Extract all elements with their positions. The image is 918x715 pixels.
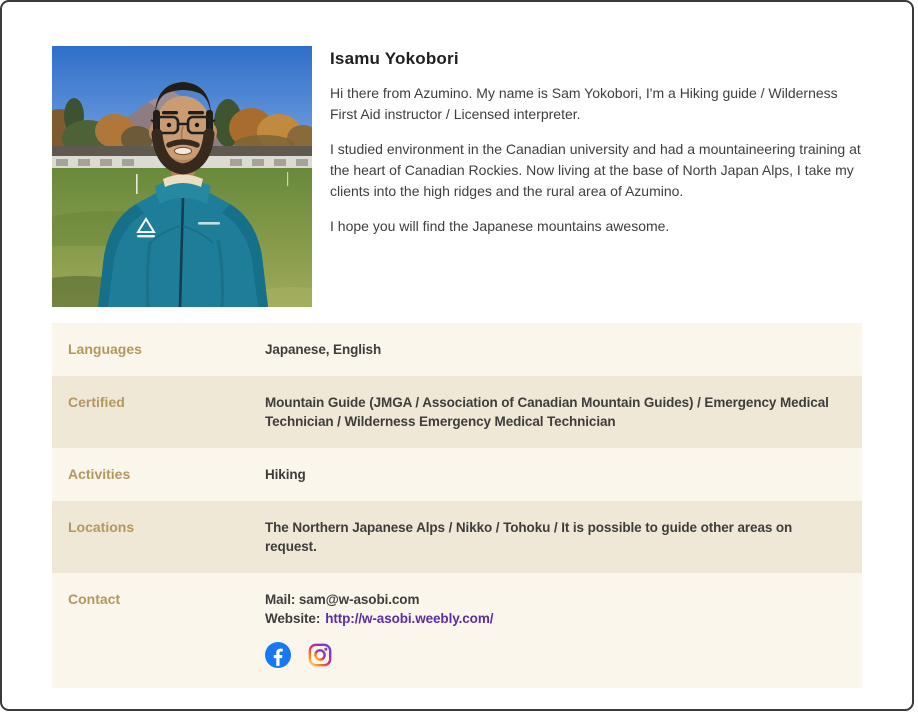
- bio-paragraph-1: Hi there from Azumino. My name is Sam Yokobori, I'm a Hiking guide / Wilderness First Aid instructor / Licensed interpreter.: [330, 85, 838, 122]
- social-links: [265, 642, 842, 668]
- bio-paragraph-2: I studied environment in the Canadian university and had a mountaineering training at the heart of Canadian Rockies. Now living at the base of North Japan Alps, I take my clients into the high ridges and the rural area of Azumino.: [330, 141, 861, 199]
- website-link[interactable]: http://w-asobi.weebly.com/: [325, 611, 494, 626]
- facebook-button[interactable]: [265, 642, 291, 668]
- row-label-languages: Languages: [68, 341, 142, 357]
- row-value-languages: Japanese, English: [265, 342, 382, 357]
- facebook-icon: [265, 642, 291, 668]
- table-row-contact: [52, 573, 862, 688]
- row-label-certified: Certified: [68, 394, 125, 410]
- table-row-certified: [52, 376, 862, 448]
- row-label-activities: Activities: [68, 466, 131, 482]
- instagram-button[interactable]: [307, 642, 333, 668]
- profile-name: Isamu Yokobori: [330, 49, 459, 68]
- details-table: [52, 323, 862, 688]
- page-content: [2, 2, 912, 688]
- bio-paragraph-3: I hope you will find the Japanese mountains awesome.: [330, 218, 670, 234]
- profile-section: [52, 46, 862, 307]
- row-value-activities: Hiking: [265, 467, 306, 482]
- row-value-locations: The Northern Japanese Alps / Nikko / Tohoku / It is possible to guide other areas on request.: [265, 520, 793, 554]
- contact-website-line: [265, 609, 842, 628]
- profile-photo-image: [52, 46, 312, 307]
- row-label-contact: Contact: [68, 591, 121, 607]
- instagram-icon: [307, 642, 333, 668]
- row-label-locations: Locations: [68, 519, 135, 535]
- table-row-languages: [52, 323, 862, 376]
- table-row-activities: [52, 448, 862, 501]
- profile-photo: [52, 46, 312, 307]
- profile-bio: [330, 46, 862, 307]
- contact-mail: Mail: sam@w-asobi.com: [265, 592, 420, 607]
- row-value-certified: Mountain Guide (JMGA / Association of Canadian Mountain Guides) / Emergency Medical Technician / Wilderness Emergency Medical Technician: [265, 395, 829, 429]
- table-row-locations: [52, 501, 862, 573]
- row-value-contact: [265, 573, 862, 688]
- contact-website-label: Website:: [265, 611, 321, 626]
